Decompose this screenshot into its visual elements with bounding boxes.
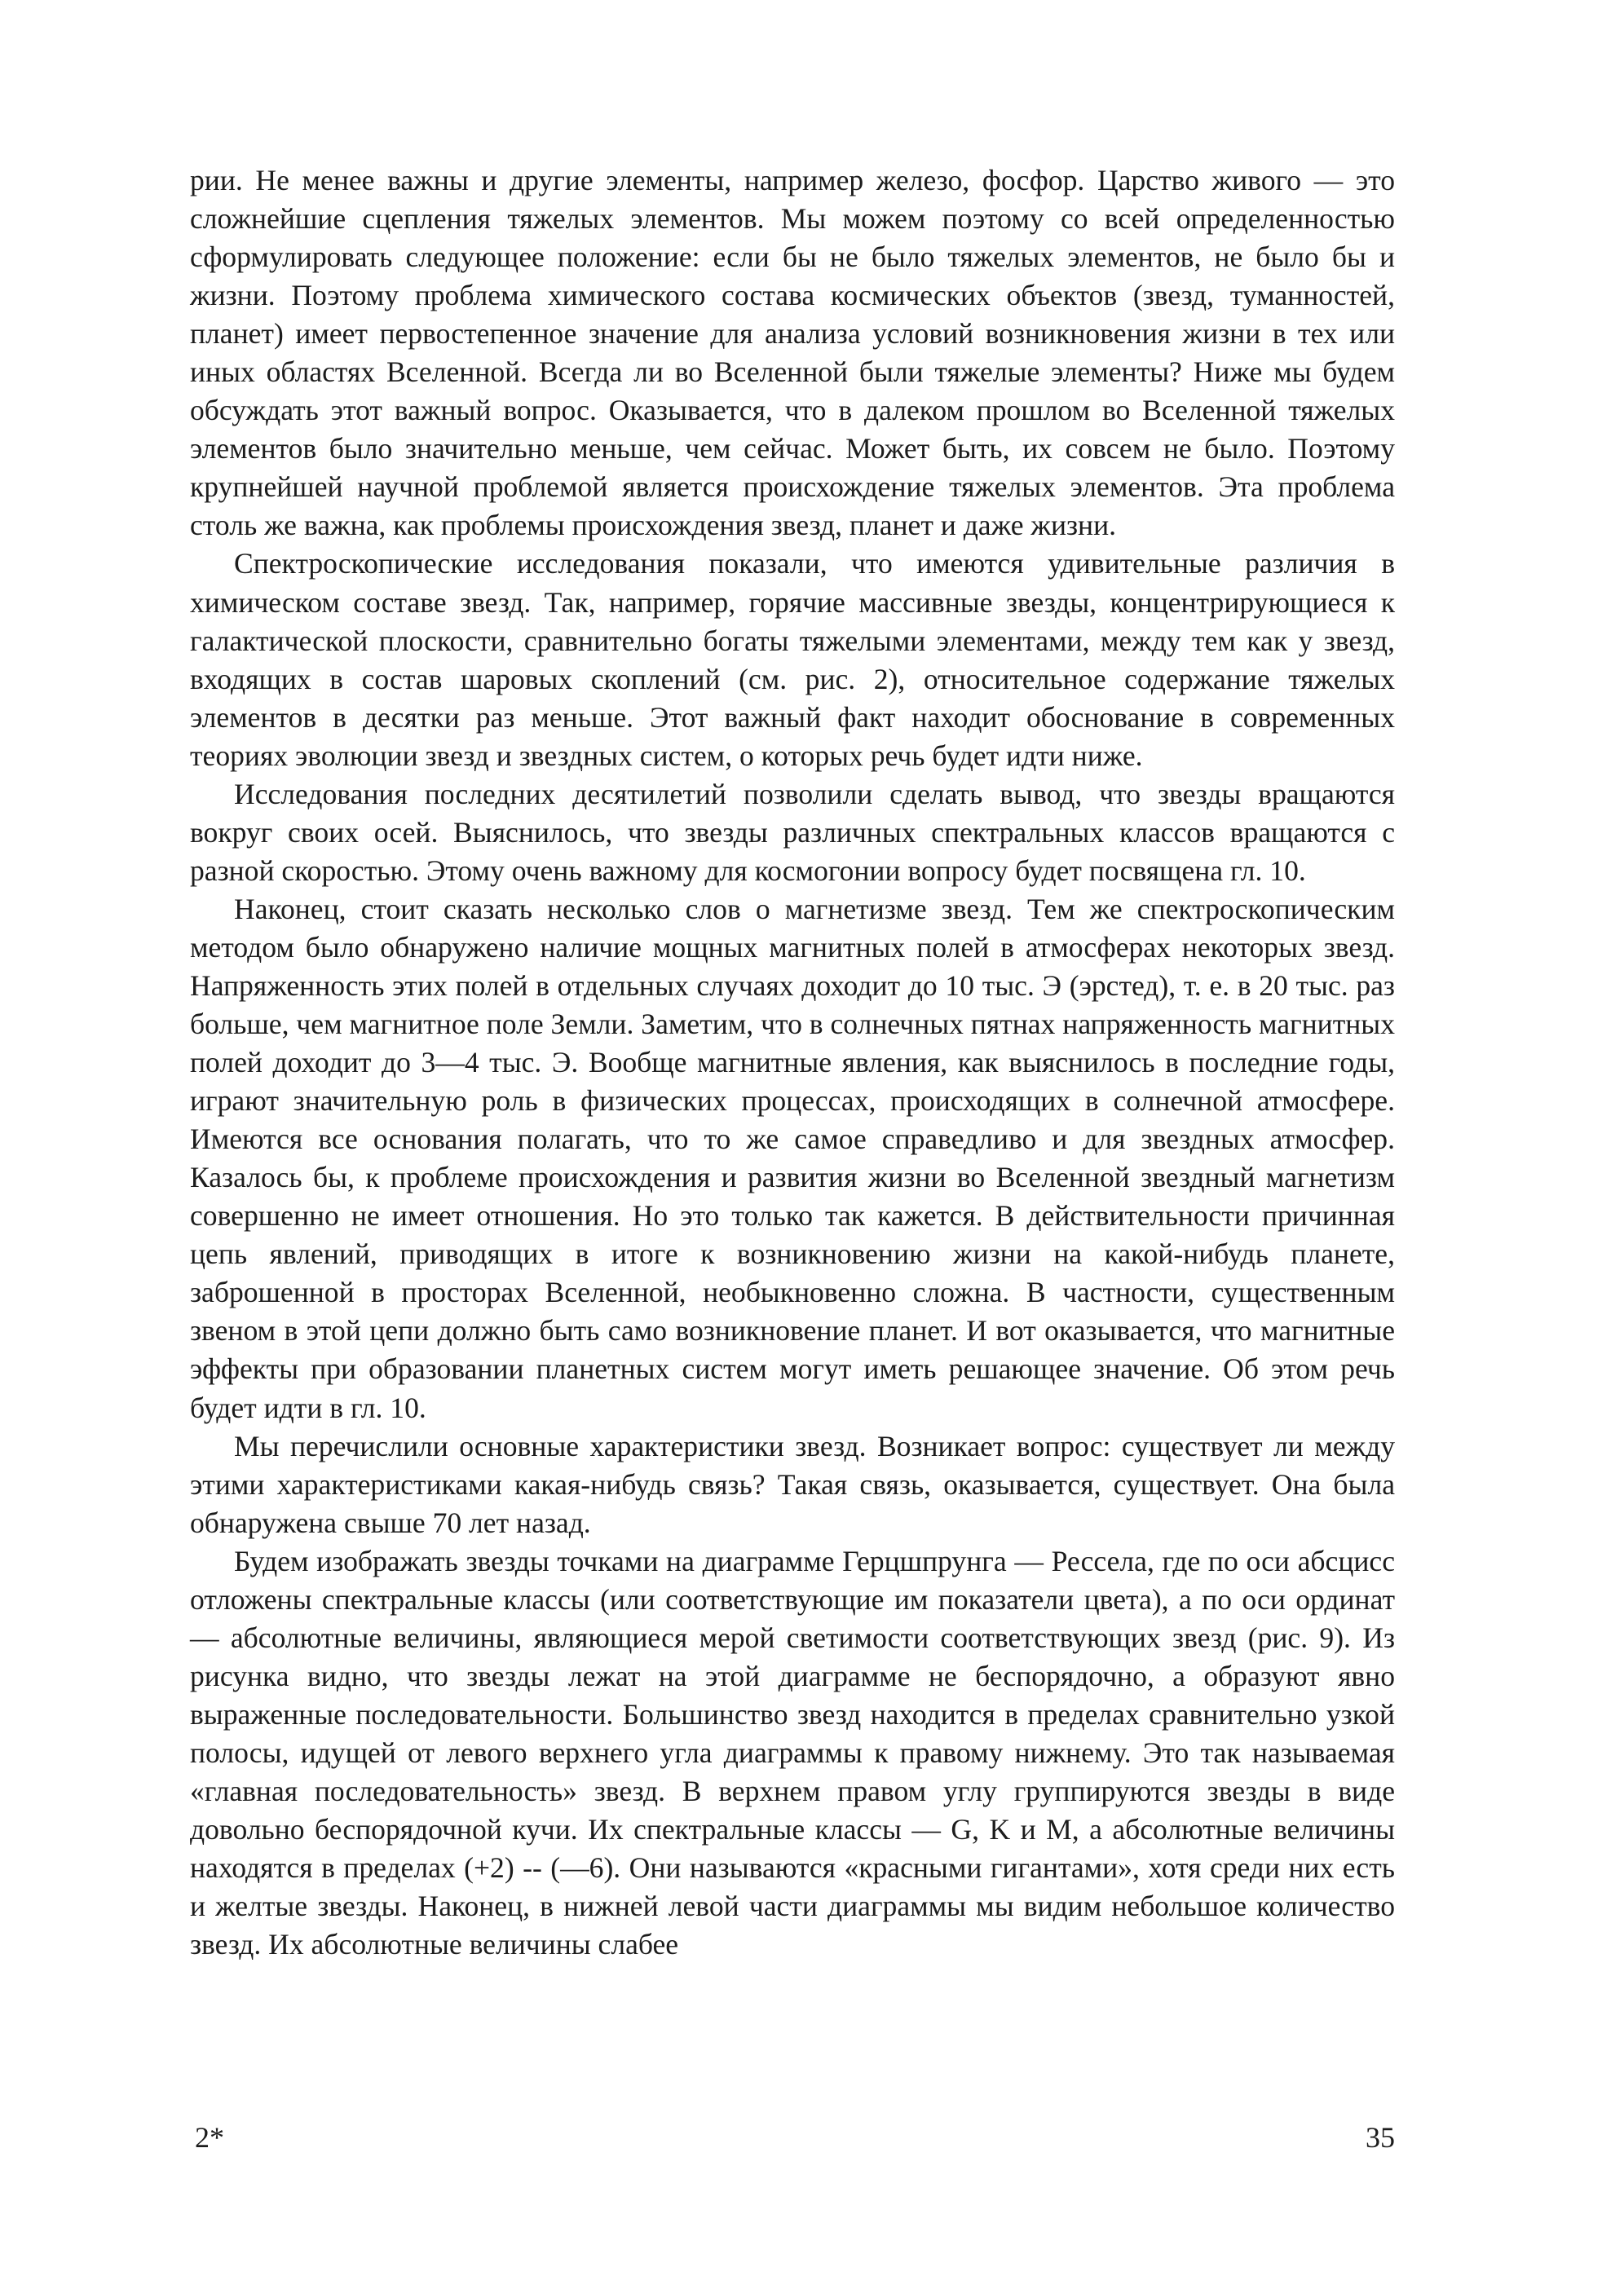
paragraph-1: рии. Не менее важны и другие элементы, например железо, фосфор. Царство живого — это сложнейшие сцепления тяжелых элементов. Мы можем поэтому со всей определенностью сформулировать следующее положение: если бы не было тяжелых элементов, не было бы и жизни. Поэтому проблема химического состава космических объектов (звезд, туманностей, планет) имеет первостепенное значение для анализа условий возникновения жизни в тех или иных областях Вселенной. Всегда ли во Вселенной были тяжелые элементы? Ниже мы будем обсуждать этот важный вопрос. Оказывается, что в далеком прошлом во Вселенной тяжелых элементов было значительно меньше, чем сейчас. Может быть, их совсем не было. Поэтому крупнейшей научной проблемой является происхождение тяжелых элементов. Эта проблема столь же важна, как проблемы происхождения звезд, планет и даже жизни. (190, 164, 1395, 542)
page-number: 35 (1366, 2121, 1395, 2154)
paragraph-6: Будем изображать звезды точками на диаграмме Герцшпрунга — Рессела, где по оси абсцисс отложены спектральные классы (или соответствующие им показатели цвета), а по оси ординат — абсолютные величины, являющиеся мерой светимости соответствующих звезд (рис. 9). Из рисунка видно, что звезды лежат на этой диаграмме не беспорядочно, а образуют явно выраженные последовательности. Большинство звезд находится в пределах сравнительно узкой полосы, идущей от левого верхнего угла диаграммы к правому нижнему. Это так называемая «главная последовательность» звезд. В верхнем правом углу группируются звезды в виде довольно беспорядочной кучи. Их спектральные классы — G, K и M, а абсолютные величины находятся в пределах (+2) -- (—6). Они называются «красными гигантами», хотя среди них есть и желтые звезды. Наконец, в нижней левой части диаграммы мы видим небольшое количество звезд. Их абсолютные величины слабее (190, 1544, 1395, 1961)
paragraph-5: Мы перечислили основные характеристики звезд. Возникает вопрос: существует ли между этими характеристиками какая-нибудь связь? Такая связь, оказывается, существует. Она была обнаружена свыше 70 лет назад. (190, 1429, 1395, 1539)
signature-mark: 2* (195, 2121, 224, 2154)
page-body (190, 161, 1395, 1964)
paragraph-2: Спектроскопические исследования показали, что имеются удивительные различия в химическом составе звезд. Так, например, горячие массивные звезды, концентрирующиеся к галактической плоскости, сравнительно богаты тяжелыми элементами, между тем как у звезд, входящих в состав шаровых скоплений (см. рис. 2), относительное содержание тяжелых элементов в десятки раз меньше. Этот важный факт находит обоснование в современных теориях эволюции звезд и звездных систем, о которых речь будет идти ниже. (190, 547, 1395, 772)
paragraph-3: Исследования последних десятилетий позволили сделать вывод, что звезды вращаются вокруг своих осей. Выяснилось, что звезды различных спектральных классов вращаются с разной скоростью. Этому очень важному для космогонии вопросу будет посвящена гл. 10. (190, 777, 1395, 887)
paragraph-4: Наконец, стоит сказать несколько слов о магнетизме звезд. Тем же спектроскопическим методом было обнаружено наличие мощных магнитных полей в атмосферах некоторых звезд. Напряженность этих полей в отдельных случаях доходит до 10 тыс. Э (эрстед), т. е. в 20 тыс. раз больше, чем магнитное поле Земли. Заметим, что в солнечных пятнах напряженность магнитных полей доходит до 3—4 тыс. Э. Вообще магнитные явления, как выяснилось в последние годы, играют значительную роль в физических процессах, происходящих в солнечной атмосфере. Имеются все основания полагать, что то же самое справедливо и для звездных атмосфер. Казалось бы, к проблеме происхождения и развития жизни во Вселенной звездный магнетизм совершенно не имеет отношения. Но это только так кажется. В действительности причинная цепь явлений, приводящих в итоге к возникновению жизни на какой-нибудь планете, заброшенной в просторах Вселенной, необыкновенно сложна. В частности, существенным звеном в этой цепи должно быть само возникновение планет. И вот оказывается, что магнитные эффекты при образовании планетных систем могут иметь решающее значение. Об этом речь будет идти в гл. 10. (190, 892, 1395, 1424)
